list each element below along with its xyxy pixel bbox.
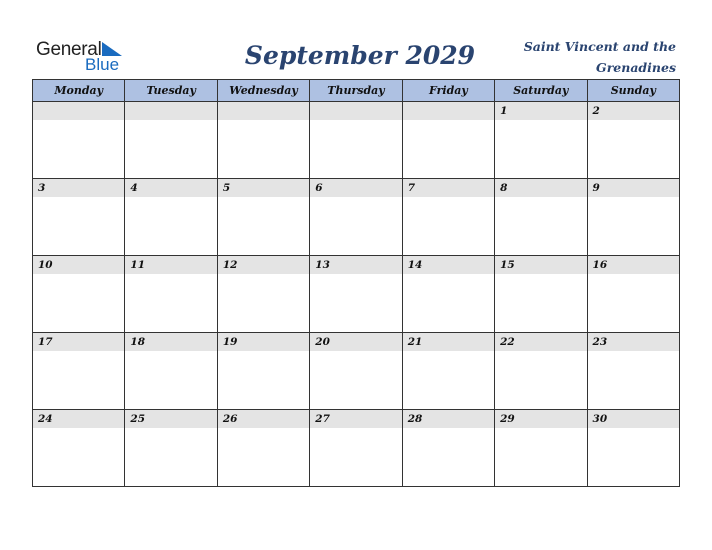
day-number: 28: [403, 410, 494, 428]
day-cell: [33, 410, 125, 487]
day-number: 17: [33, 333, 124, 351]
day-number: 4: [125, 179, 216, 197]
month-calendar: [32, 79, 680, 487]
day-cell: [217, 256, 309, 333]
day-cell: [495, 102, 587, 179]
day-cell: [125, 256, 217, 333]
day-number: 2: [588, 102, 679, 120]
day-cell: [310, 410, 402, 487]
day-cell: [310, 102, 402, 179]
day-cell: [402, 256, 494, 333]
day-cell: [310, 256, 402, 333]
day-number: 21: [403, 333, 494, 351]
day-number: 6: [310, 179, 401, 197]
day-cell: [33, 102, 125, 179]
day-number: 15: [495, 256, 586, 274]
day-number: 25: [125, 410, 216, 428]
brand-name-general: General: [36, 39, 102, 60]
day-cell: [310, 179, 402, 256]
brand-logo: [36, 40, 136, 76]
day-cell: [33, 179, 125, 256]
day-cell: [495, 256, 587, 333]
day-number: 24: [33, 410, 124, 428]
day-cell: [402, 410, 494, 487]
week-row-3: [33, 256, 680, 333]
day-cell: [125, 333, 217, 410]
week-row-5: [33, 410, 680, 487]
brand-name-blue: Blue: [85, 55, 120, 74]
day-number: 7: [403, 179, 494, 197]
day-number: 9: [588, 179, 679, 197]
day-cell: [587, 102, 679, 179]
day-cell: [587, 256, 679, 333]
week-row-4: [33, 333, 680, 410]
day-number: 13: [310, 256, 401, 274]
day-cell: [402, 179, 494, 256]
day-number: 19: [218, 333, 309, 351]
weekday-monday: Monday: [33, 80, 125, 102]
day-cell: [495, 179, 587, 256]
day-number: 5: [218, 179, 309, 197]
weekday-thursday: Thursday: [310, 80, 402, 102]
week-row-1: [33, 102, 680, 179]
day-number: 23: [588, 333, 679, 351]
day-cell: [125, 179, 217, 256]
weekday-wednesday: Wednesday: [217, 80, 309, 102]
day-cell: [217, 333, 309, 410]
day-number: 10: [33, 256, 124, 274]
day-cell: [33, 256, 125, 333]
day-number: 11: [125, 256, 216, 274]
weekday-tuesday: Tuesday: [125, 80, 217, 102]
day-number: [125, 102, 216, 120]
day-cell: [402, 102, 494, 179]
day-number: 3: [33, 179, 124, 197]
day-number: [403, 102, 494, 120]
day-cell: [125, 410, 217, 487]
day-cell: [217, 179, 309, 256]
day-cell: [217, 410, 309, 487]
country-name: Saint Vincent and the Grenadines: [523, 39, 676, 75]
day-cell: [310, 333, 402, 410]
page-title: September 2029: [244, 41, 476, 70]
day-cell: [217, 102, 309, 179]
day-cell: [587, 410, 679, 487]
day-cell: [495, 410, 587, 487]
day-cell: [587, 179, 679, 256]
day-cell: [125, 102, 217, 179]
day-number: 14: [403, 256, 494, 274]
day-number: 29: [495, 410, 586, 428]
day-number: 1: [495, 102, 586, 120]
day-number: 8: [495, 179, 586, 197]
day-cell: [33, 333, 125, 410]
day-number: [218, 102, 309, 120]
day-cell: [402, 333, 494, 410]
day-number: 30: [588, 410, 679, 428]
weekday-saturday: Saturday: [495, 80, 587, 102]
day-number: 12: [218, 256, 309, 274]
day-number: 16: [588, 256, 679, 274]
day-cell: [495, 333, 587, 410]
weekday-sunday: Sunday: [587, 80, 679, 102]
day-cell: [587, 333, 679, 410]
day-number: 26: [218, 410, 309, 428]
week-row-2: [33, 179, 680, 256]
weekday-friday: Friday: [402, 80, 494, 102]
day-number: 20: [310, 333, 401, 351]
weekday-header-row: [33, 80, 680, 102]
day-number: 22: [495, 333, 586, 351]
day-number: [310, 102, 401, 120]
day-number: 27: [310, 410, 401, 428]
day-number: 18: [125, 333, 216, 351]
day-number: [33, 102, 124, 120]
